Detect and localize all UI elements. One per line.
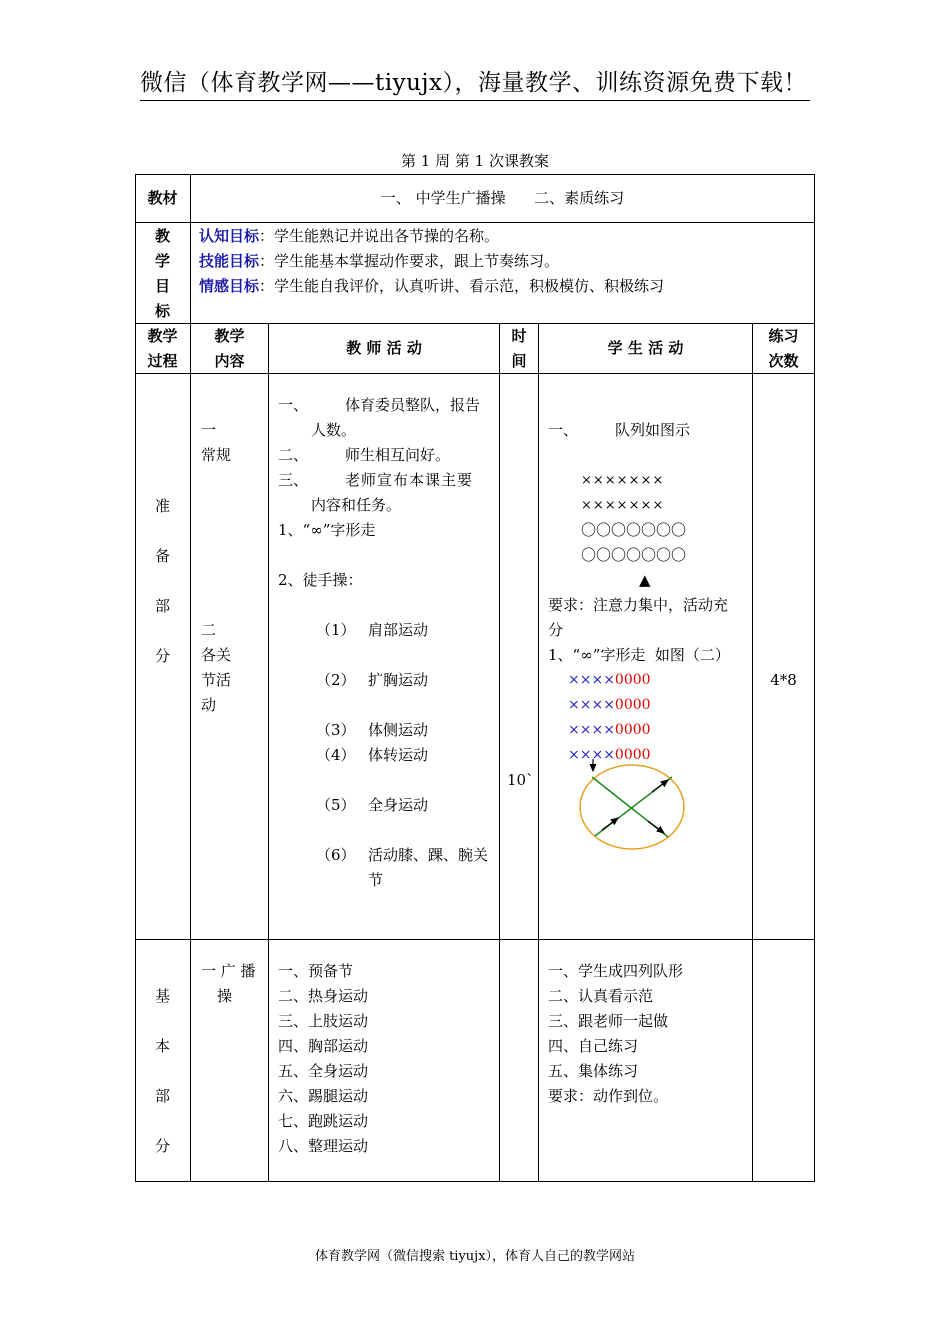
prep-student-item-1: 一、 xyxy=(548,421,579,439)
col-header-student: 学 生 活 动 xyxy=(607,339,684,357)
prep-teacher-item-3: 三、 xyxy=(278,471,309,489)
objective-affective: 情感目标：学生能自我评价，认真听讲、看示范，积极模仿、积极练习 xyxy=(199,277,665,295)
prep-teacher-walk: 1、“∞”字形走 xyxy=(278,521,376,539)
prep-teacher-item-1-cont: 人数。 xyxy=(311,421,357,439)
exercise-name: 扩胸运动 xyxy=(368,671,429,689)
exercise-name: 活动膝、踝、腕关 xyxy=(368,846,489,864)
exercise-num: （3） xyxy=(316,721,356,739)
textbook-label: 教材 xyxy=(147,189,178,207)
prep-teacher-item-2-text: 师生相互问好。 xyxy=(345,446,451,464)
basic-student-list: 一、学生成四列队形 二、认真看示范 三、跟老师一起做 四、自己练习 五、集体练习 要求：动作到位。 xyxy=(548,962,684,1105)
formation-row: ××××××× xyxy=(581,473,665,488)
prep-content-routine: 一 常规 xyxy=(201,421,232,464)
walk-row: ××××0000 xyxy=(568,672,651,688)
prep-teacher-item-2: 二、 xyxy=(278,446,309,464)
exercise-num: （4） xyxy=(316,746,356,764)
formation-row: ××××××× xyxy=(581,498,665,513)
prep-student-walk-desc: 1、“∞”字形走 如图（二） xyxy=(548,646,730,664)
arrow-icon xyxy=(652,780,668,792)
prep-teacher-freehand: 2、徒手操： xyxy=(278,571,363,589)
prep-teacher-item-1-text: 体育委员整队，报告 xyxy=(345,396,481,414)
walk-row: ××××0000 xyxy=(568,747,651,763)
col-header-time: 时 间 xyxy=(511,327,527,370)
walk-row: ××××0000 xyxy=(568,697,651,713)
exercise-name: 全身运动 xyxy=(368,796,429,814)
objectives-label: 教 学 目 标 xyxy=(154,227,170,320)
teacher-marker-icon: ▲ xyxy=(639,571,651,589)
basic-teacher-list: 一、预备节 二、热身运动 三、上肢运动 四、胸部运动 五、全身运动 六、踢腿运动 七、跑跳运动 八、整理运动 xyxy=(278,962,369,1155)
objective-skill: 技能目标：学生能基本掌握动作要求，跟上节奏练习。 xyxy=(199,252,560,270)
formation-row: 〇〇〇〇〇〇〇 xyxy=(581,546,687,564)
prep-student-requirement: 要求：注意力集中，活动充 xyxy=(548,596,729,614)
basic-content-line: 一 广 播 xyxy=(201,962,256,980)
col-header-count: 练习 次数 xyxy=(768,327,799,370)
basic-content-line: 操 xyxy=(217,987,233,1005)
prep-teacher-item-3-cont: 内容和任务。 xyxy=(311,496,402,514)
lesson-plan-table xyxy=(135,174,815,1182)
exercise-num: （2） xyxy=(316,671,356,689)
col-header-teacher: 教 师 活 动 xyxy=(346,339,422,357)
prep-student-item-1-text: 队列如图示 xyxy=(615,421,691,439)
formation-row: 〇〇〇〇〇〇〇 xyxy=(581,521,687,539)
col-header-process: 教学 过程 xyxy=(147,327,178,370)
exercise-name: 体转运动 xyxy=(368,746,429,764)
exercise-num: （5） xyxy=(316,796,356,814)
arrow-icon xyxy=(648,821,664,833)
figure-eight-diagram xyxy=(570,759,690,854)
exercise-name-cont: 节 xyxy=(368,871,384,889)
footer: 体育教学网（微信搜索 tiyujx），体育人自己的教学网站 xyxy=(314,1249,636,1264)
header-banner: 微信（体育教学网——tiyujx），海量教学、训练资源免费下载！ xyxy=(140,66,810,101)
walk-row: ××××0000 xyxy=(568,722,651,738)
exercise-num: （1） xyxy=(316,621,356,639)
textbook-content: 一、 中学生广播操 二、素质练习 xyxy=(380,189,625,207)
exercise-num: （6） xyxy=(316,846,356,864)
prep-teacher-item-3-text: 老师宣布本课主要 xyxy=(345,471,474,489)
prep-time: 10` xyxy=(507,771,534,789)
prep-content-joints: 二 各关 节活 动 xyxy=(201,621,232,714)
prep-student-requirement-cont: 分 xyxy=(548,621,564,639)
prep-process-label: 准 备 部 分 xyxy=(154,497,170,665)
basic-process-label: 基 本 部 分 xyxy=(154,987,170,1155)
objective-cognitive: 认知目标：学生能熟记并说出各节操的名称。 xyxy=(199,227,500,245)
page-title: 第 1 周 第 1 次课教案 xyxy=(401,152,549,170)
prep-teacher-item-1: 一、 xyxy=(278,396,309,414)
col-header-content: 教学 内容 xyxy=(214,327,245,370)
exercise-name: 肩部运动 xyxy=(368,621,429,639)
exercise-name: 体侧运动 xyxy=(368,721,429,739)
arrow-icon xyxy=(602,818,618,830)
prep-count: 4*8 xyxy=(770,671,797,689)
